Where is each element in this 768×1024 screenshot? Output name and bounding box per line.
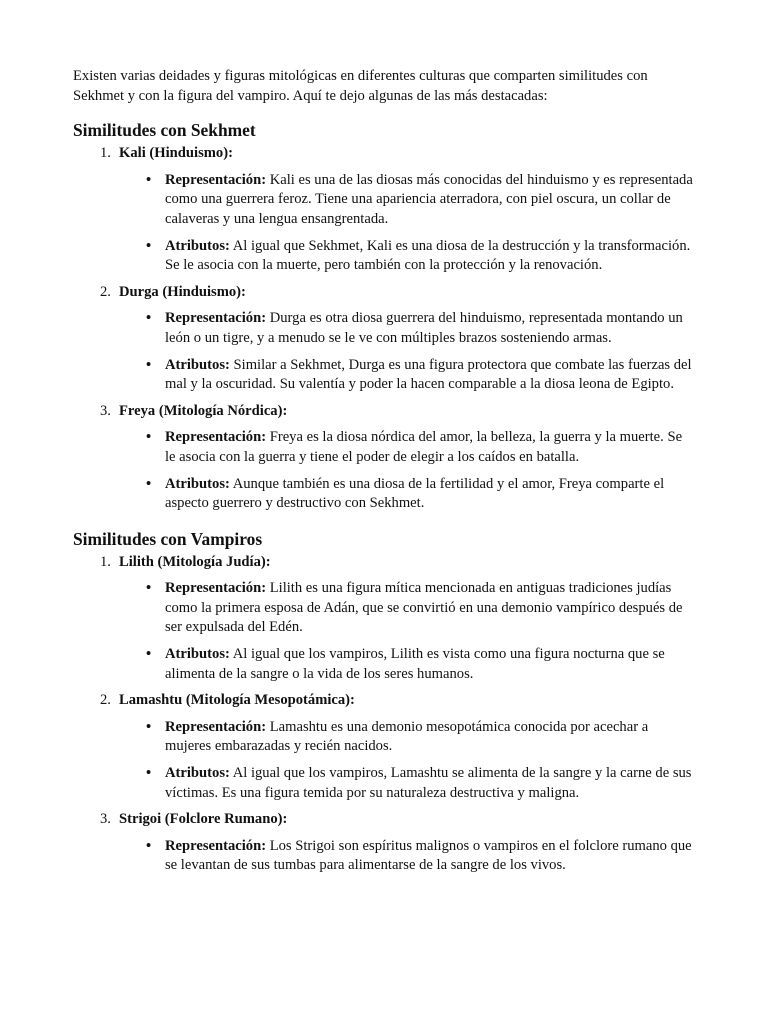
bullet-text: Kali es una de las diosas más conocidas del hinduismo y es representada como una guerrera feroz. Tiene una apariencia aterradora, con piel oscura, un collar de calaveras y una lengua ensangrentada. <box>165 171 693 227</box>
bullet-icon: • <box>146 237 152 254</box>
bullet-item <box>119 356 695 395</box>
bullet-item <box>119 764 695 803</box>
numbered-list <box>73 144 695 514</box>
numbered-list-item <box>73 691 695 803</box>
bullet-item <box>119 171 695 230</box>
bullet-label: Representación: <box>165 718 267 735</box>
bullet-icon: • <box>146 171 152 188</box>
bullet-label: Atributos: <box>165 646 230 663</box>
bullet-item <box>119 837 695 876</box>
bullet-label: Representación: <box>165 580 267 597</box>
bullet-label: Atributos: <box>165 765 230 782</box>
numbered-list-item <box>73 402 695 514</box>
section-heading: Similitudes con Vampiros <box>73 528 263 549</box>
bullet-text: Al igual que los vampiros, Lamashtu se alimenta de la sangre y la carne de sus víctimas. Es una figura temida por su naturaleza destructiva y maligna. <box>165 765 692 801</box>
numbered-list-item <box>73 283 695 395</box>
sections-container <box>73 119 695 876</box>
item-title: Durga (Hinduismo): <box>119 283 246 300</box>
bullet-text: Aunque también es una diosa de la fertilidad y el amor, Freya comparte el aspecto guerrero y destructivo con Sekhmet. <box>165 475 665 512</box>
bullet-text: Similar a Sekhmet, Durga es una figura protectora que combate las fuerzas del mal y la oscuridad. Su valentía y poder la hacen comparable a la diosa leona de Egipto. <box>165 356 692 393</box>
numbered-list-item <box>73 810 695 876</box>
bullet-item <box>119 428 695 467</box>
list-number: 1. <box>100 145 111 162</box>
bullet-label: Atributos: <box>165 356 230 373</box>
list-number: 3. <box>100 402 111 419</box>
bullet-list <box>119 428 695 513</box>
bullet-text: Lamashtu es una demonio mesopotámica conocida por acechar a mujeres embarazadas y recién nacidos. <box>165 718 649 755</box>
item-title: Freya (Mitología Nórdica): <box>119 402 288 419</box>
bullet-item <box>119 309 695 348</box>
bullet-icon: • <box>146 580 152 597</box>
list-number: 1. <box>100 553 111 570</box>
bullet-list <box>119 718 695 803</box>
bullet-icon: • <box>146 718 152 735</box>
bullet-icon: • <box>146 356 152 373</box>
bullet-list <box>119 309 695 394</box>
bullet-text: Al igual que los vampiros, Lilith es vista como una figura nocturna que se alimenta de la sangre o la vida de los seres humanos. <box>165 646 665 682</box>
bullet-label: Atributos: <box>165 475 230 492</box>
section-heading: Similitudes con Sekhmet <box>73 120 256 141</box>
bullet-label: Atributos: <box>165 237 230 254</box>
bullet-list <box>119 837 695 876</box>
bullet-list <box>119 579 695 684</box>
bullet-icon: • <box>146 765 152 782</box>
bullet-text: Durga es otra diosa guerrera del hinduismo, representada montando un león o un tigre, y a menudo se le ve con múltiples brazos sosteniendo armas. <box>165 310 683 346</box>
item-title: Lilith (Mitología Judía): <box>119 553 271 570</box>
bullet-label: Representación: <box>165 837 267 854</box>
bullet-item <box>119 579 695 638</box>
bullet-icon: • <box>146 310 152 327</box>
bullet-icon: • <box>146 837 152 854</box>
numbered-list-item <box>73 553 695 685</box>
list-number: 2. <box>100 283 111 300</box>
bullet-icon: • <box>146 646 152 663</box>
bullet-icon: • <box>146 429 152 446</box>
intro-paragraph: Existen varias deidades y figuras mitológicas en diferentes culturas que comparten similitudes con Sekhmet y con la figura del vampiro. Aquí te dejo algunas de las más destacadas: <box>73 68 648 104</box>
bullet-text: Freya es la diosa nórdica del amor, la belleza, la guerra y la muerte. Se le asocia con la guerra y tiene el poder de elegir a los caídos en batalla. <box>165 429 683 465</box>
bullet-item <box>119 645 695 684</box>
item-title: Strigoi (Folclore Rumano): <box>119 811 288 828</box>
bullet-item <box>119 718 695 757</box>
bullet-label: Representación: <box>165 310 267 327</box>
list-number: 2. <box>100 692 111 709</box>
list-number: 3. <box>100 811 111 828</box>
bullet-list <box>119 171 695 276</box>
numbered-list <box>73 553 695 876</box>
item-title: Kali (Hinduismo): <box>119 145 233 162</box>
bullet-item <box>119 475 695 514</box>
numbered-list-item <box>73 144 695 276</box>
bullet-item <box>119 237 695 276</box>
bullet-text: Al igual que Sekhmet, Kali es una diosa de la destrucción y la transformación. Se le asocia con la muerte, pero también con la protección y la renovación. <box>165 237 691 274</box>
bullet-label: Representación: <box>165 171 267 188</box>
bullet-text: Lilith es una figura mítica mencionada en antiguas tradiciones judías como la primera esposa de Adán, que se convirtió en una demonio vampírico después de ser expulsada del Edén. <box>165 580 683 636</box>
item-title: Lamashtu (Mitología Mesopotámica): <box>119 692 355 709</box>
bullet-label: Representación: <box>165 429 267 446</box>
bullet-icon: • <box>146 475 152 492</box>
bullet-text: Los Strigoi son espíritus malignos o vampiros en el folclore rumano que se levantan de sus tumbas para alimentarse de la sangre de los vivos. <box>165 837 692 874</box>
